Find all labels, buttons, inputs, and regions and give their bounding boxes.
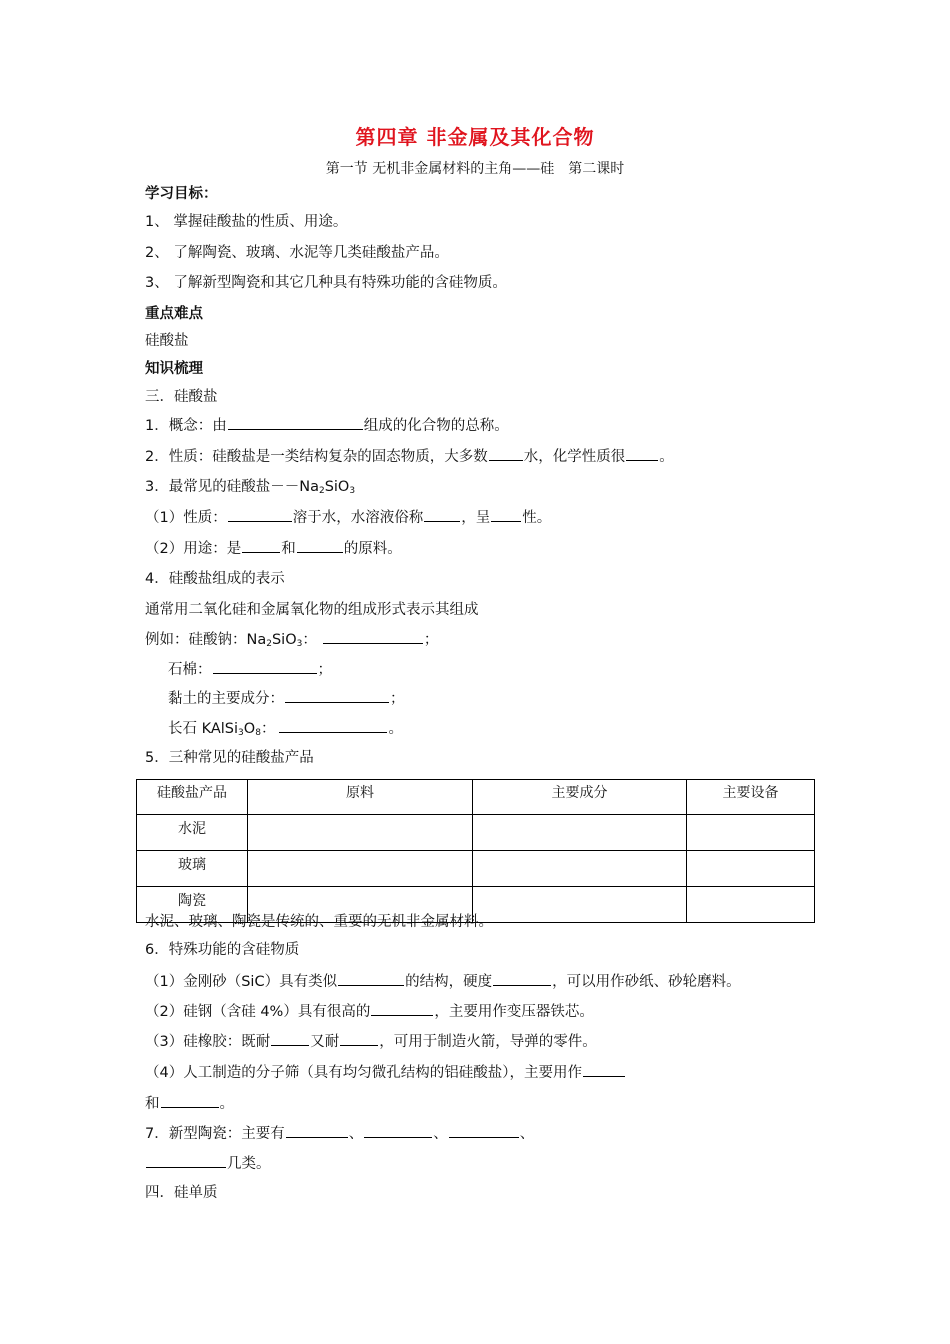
example-sodium-silicate [145,629,438,654]
table-cell[interactable] [687,851,815,887]
new-ceramics-line [145,1123,534,1144]
common-silicate-line [145,477,355,501]
feldspar-text-a: 长石 KAlSi [168,721,239,737]
carborundum-blank-1[interactable] [338,971,404,986]
carborundum-line [145,971,741,992]
table-header: 原料 [248,780,473,815]
na2sio3-property-text-a: （1）性质： [145,510,227,526]
products-note: 水泥、玻璃、陶瓷是传统的、重要的无机非金属材料。 [145,914,493,930]
table-cell[interactable] [248,851,473,887]
na2sio3-use-blank-1[interactable] [242,538,280,553]
example-text-a: 例如：硅酸钠：Na [145,632,267,648]
objectives-heading: 学习目标： [145,186,218,202]
new-ceramics-text-end: 几类。 [227,1156,271,1172]
silicone-rubber-blank-2[interactable] [340,1031,378,1046]
na2sio3-blank-1[interactable] [228,507,292,522]
chapter-title: 第四章 非金属及其化合物 [355,125,595,149]
feldspar-blank[interactable] [279,718,387,733]
key-points-text: 硅酸盐 [145,333,189,349]
section-3-title: 三．硅酸盐 [145,389,218,405]
table-cell[interactable] [248,815,473,851]
subscript: 2 [318,486,325,496]
subscript: 2 [266,639,272,649]
table-row [137,851,815,887]
carborundum-text-c: ，可以用作砂纸、砂轮磨料。 [552,974,741,990]
composition-title: 4．硅酸盐组成的表示 [145,571,285,587]
carborundum-text-b: 的结构，硬度 [405,974,493,990]
clay-blank[interactable] [285,688,389,703]
clay-text: 黏土的主要成分： [168,691,284,707]
section-4-title: 四．硅单质 [145,1185,218,1201]
property-blank-2[interactable] [626,446,658,461]
objective-item-3: 3、 了解新型陶瓷和其它几种具有特殊功能的含硅物质。 [145,275,507,291]
composition-desc: 通常用二氧化硅和金属氧化物的组成形式表示其组成 [145,602,479,618]
carborundum-blank-2[interactable] [493,971,551,986]
subscript: 3 [349,486,356,496]
subscript: 3 [296,639,303,649]
separator: 、 [519,1126,535,1142]
molecular-sieve-text-c: 。 [219,1096,234,1112]
table-header: 硅酸盐产品 [137,780,248,815]
table-header-row [137,780,815,815]
silicone-rubber-text-c: ，可用于制造火箭，导弹的零件。 [379,1034,597,1050]
na2sio3-use-text-b: 和 [281,541,296,557]
feldspar-text-c: ： [260,721,276,737]
table-header: 主要成分 [473,780,687,815]
na2sio3-blank-3[interactable] [491,507,521,522]
molecular-sieve-text-a: （4）人工制造的分子筛（具有均匀微孔结构的铝硅酸盐），主要用作 [145,1065,582,1081]
new-ceramics-blank-1[interactable] [286,1123,348,1138]
table-header: 主要设备 [687,780,815,815]
property-text-b: 水，化学性质很 [523,449,626,465]
silicone-rubber-text-b: 又耐 [310,1034,340,1050]
property-line [145,446,674,467]
concept-line [145,415,509,436]
silicone-rubber-line [145,1031,597,1052]
na2sio3-property-text-c: ，呈 [461,510,491,526]
objective-item-1: 1、 掌握硅酸盐的性质、用途。 [145,214,348,230]
table-cell[interactable] [473,851,687,887]
na2sio3-property-text-b: 溶于水，水溶液俗称 [292,510,424,526]
silicate-products-table [136,779,815,923]
special-silicon-title: 6．特殊功能的含硅物质 [145,942,300,958]
table-cell[interactable] [473,815,687,851]
concept-text-b: 组成的化合物的总称。 [363,418,509,434]
property-text-a: 2．性质：硅酸盐是一类结构复杂的固态物质，大多数 [145,449,488,465]
new-ceramics-text-a: 7．新型陶瓷：主要有 [145,1126,285,1142]
example-clay [168,688,405,709]
table-row-label: 玻璃 [137,851,248,887]
silicon-steel-text-b: ，主要用作变压器铁芯。 [434,1004,594,1020]
concept-blank[interactable] [228,415,363,430]
table-cell[interactable] [687,815,815,851]
table-row-label: 水泥 [137,815,248,851]
concept-text-a: 1．概念：由 [145,418,227,434]
silicon-steel-blank[interactable] [371,1001,433,1016]
example-text-b: SiO [271,632,297,648]
silicone-rubber-blank-1[interactable] [271,1031,309,1046]
objective-item-2: 2、 了解陶瓷、玻璃、水泥等几类硅酸盐产品。 [145,245,449,261]
na2sio3-use-line [145,538,402,559]
example-asbestos [168,659,332,680]
table-row-label: 陶瓷 [137,887,248,923]
separator: 、 [433,1126,448,1142]
molecular-sieve-line [145,1062,626,1083]
separator: 、 [348,1126,364,1142]
knowledge-heading: 知识梳理 [145,361,203,377]
na2sio3-property-line [145,507,551,528]
example-feldspar [168,718,403,743]
asbestos-text: 石棉： [168,662,212,678]
sodium-silicate-blank[interactable] [323,629,423,644]
molecular-sieve-blank-2[interactable] [161,1093,219,1108]
feldspar-text-b: O [243,721,256,737]
subscript: 8 [255,728,261,738]
silicon-steel-line [145,1001,594,1022]
na2sio3-property-text-d: 性。 [522,510,552,526]
new-ceramics-blank-3[interactable] [449,1123,519,1138]
silicone-rubber-text-a: （3）硅橡胶：既耐 [145,1034,271,1050]
silicon-steel-text-a: （2）硅钢（含硅 4%）具有很高的 [145,1004,371,1020]
molecular-sieve-line-2 [145,1093,234,1114]
table-cell[interactable] [473,887,687,923]
carborundum-text-a: （1）金刚砂（SiC）具有类似 [145,974,338,990]
new-ceramics-blank-2[interactable] [364,1123,432,1138]
new-ceramics-blank-4[interactable] [146,1153,226,1168]
common-silicate-text-a: 3．最常见的硅酸盐－－Na [145,479,319,495]
table-cell[interactable] [687,887,815,923]
example-text-c: ： [302,632,317,648]
asbestos-blank[interactable] [213,659,317,674]
property-text-c: 。 [659,449,674,465]
section-title: 第一节 无机非金属材料的主角——硅 第二课时 [325,161,625,177]
table-row [137,815,815,851]
clay-text-end: ； [390,691,405,707]
asbestos-text-end: ； [317,662,332,678]
na2sio3-use-blank-2[interactable] [297,538,343,553]
key-points-heading: 重点难点 [145,306,203,322]
molecular-sieve-text-b: 和 [145,1096,160,1112]
na2sio3-use-text-c: 的原料。 [343,541,402,557]
property-blank-1[interactable] [489,446,523,461]
molecular-sieve-blank-1[interactable] [583,1062,625,1077]
subscript: 3 [238,728,244,738]
common-silicate-text-b: SiO [324,479,350,495]
new-ceramics-line-2 [145,1153,271,1174]
na2sio3-blank-2[interactable] [424,507,460,522]
products-title: 5．三种常见的硅酸盐产品 [145,750,314,766]
example-text-end: ； [423,632,439,648]
feldspar-text-end: 。 [388,721,403,737]
na2sio3-use-text-a: （2）用途：是 [145,541,242,557]
